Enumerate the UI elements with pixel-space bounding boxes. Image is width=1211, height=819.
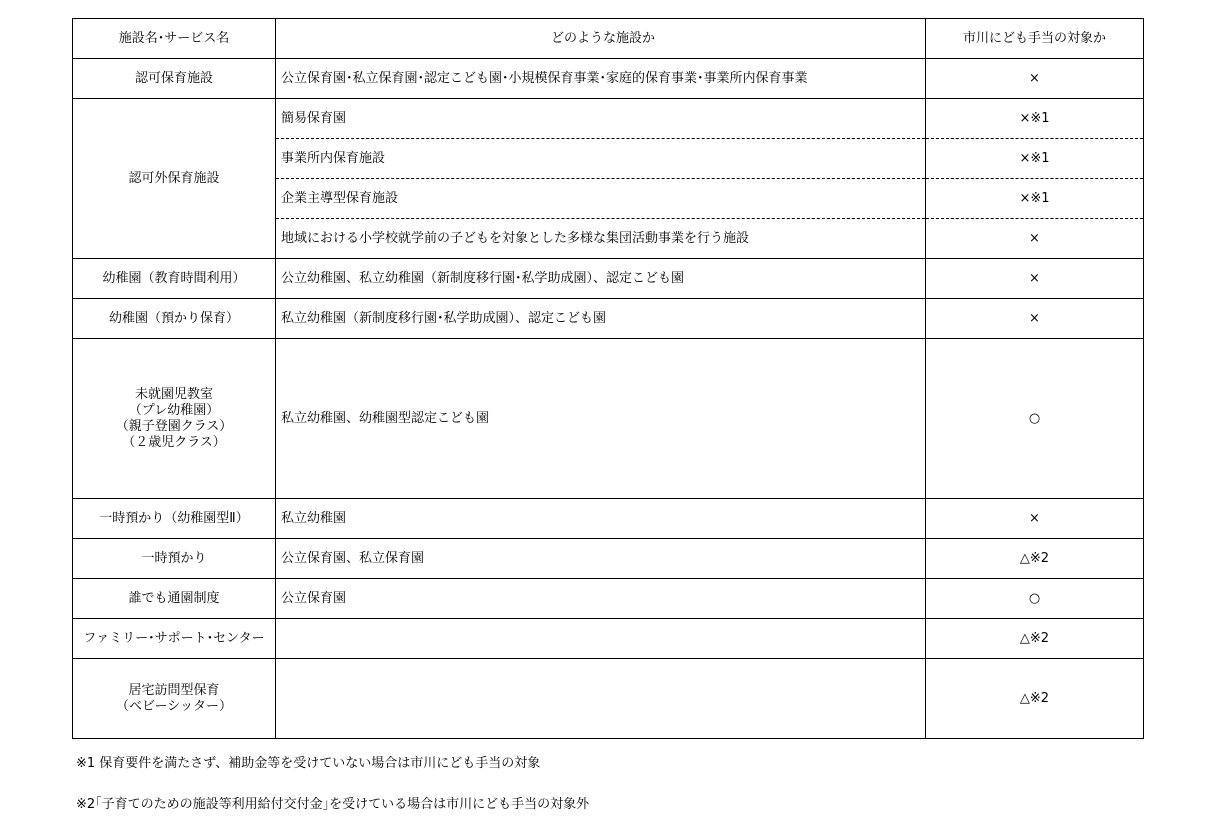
header-facility-name: 施設名･サービス名 [73, 19, 276, 59]
facility-description: 地域における小学校就学前の子どもを対象とした多様な集団活動事業を行う施設 [276, 219, 926, 259]
facility-table [72, 18, 1144, 739]
eligibility-mark: × [926, 259, 1144, 299]
eligibility-mark: ○ [926, 579, 1144, 619]
eligibility-mark: △※2 [926, 539, 1144, 579]
eligibility-mark: ×※1 [926, 99, 1144, 139]
table-header-row [73, 19, 1144, 59]
facility-name-line: 居宅訪問型保育 [128, 682, 220, 698]
facility-description: 公立保育園 [276, 579, 926, 619]
eligibility-mark: ×※1 [926, 139, 1144, 179]
facility-description [276, 619, 926, 659]
facility-name-line: 未就園児教室 [134, 386, 213, 402]
facility-name: 認可外保育施設 [73, 99, 276, 259]
facility-description: 公立保育園･私立保育園･認定こども園･小規模保育事業･家庭的保育事業･事業所内保育事業 [276, 59, 926, 99]
facility-description: 公立幼稚園、私立幼稚園（新制度移行園･私学助成園）、認定こども園 [276, 259, 926, 299]
table-row [73, 299, 1144, 339]
facility-description: 企業主導型保育施設 [276, 179, 926, 219]
table-row [73, 499, 1144, 539]
facility-name-line: （２歳児クラス） [122, 434, 226, 450]
facility-name [73, 659, 276, 739]
footnote-1: ※1 保育要件を満たさず、補助金等を受けていない場合は市川にども手当の対象 [76, 756, 541, 771]
facility-description [276, 659, 926, 739]
eligibility-mark: △※2 [926, 659, 1144, 739]
facility-name: 幼稚園（預かり保育） [73, 299, 276, 339]
eligibility-mark: ○ [926, 339, 1144, 499]
facility-description: 私立幼稚園、幼稚園型認定こども園 [276, 339, 926, 499]
facility-description: 私立幼稚園 [276, 499, 926, 539]
footnote-2: ※2｢子育てのための施設等利用給付交付金｣を受けている場合は市川にども手当の対象外 [76, 797, 590, 812]
table-row [73, 539, 1144, 579]
facility-name: 幼稚園（教育時間利用） [73, 259, 276, 299]
facility-name: 認可保育施設 [73, 59, 276, 99]
table-row [73, 259, 1144, 299]
eligibility-mark: × [926, 219, 1144, 259]
facility-name: 一時預かり（幼稚園型Ⅱ） [73, 499, 276, 539]
facility-description: 簡易保育園 [276, 99, 926, 139]
table-row [73, 579, 1144, 619]
table-row [73, 619, 1144, 659]
header-allowance-eligibility: 市川にども手当の対象か [926, 19, 1144, 59]
table-row [73, 659, 1144, 739]
facility-name: 一時預かり [73, 539, 276, 579]
facility-name: 誰でも通園制度 [73, 579, 276, 619]
facility-name [73, 339, 276, 499]
header-facility-description: どのような施設か [276, 19, 926, 59]
eligibility-mark: × [926, 499, 1144, 539]
table-row [73, 339, 1144, 499]
facility-description: 事業所内保育施設 [276, 139, 926, 179]
facility-name: ファミリー･サポート･センター [73, 619, 276, 659]
eligibility-mark: △※2 [926, 619, 1144, 659]
facility-name-line: （ベビーシッター） [116, 698, 232, 714]
eligibility-mark: × [926, 299, 1144, 339]
facility-name-line: （プレ幼稚園） [128, 402, 220, 418]
table-row [73, 59, 1144, 99]
facility-description: 公立保育園、私立保育園 [276, 539, 926, 579]
table-row [73, 99, 1144, 139]
eligibility-mark: × [926, 59, 1144, 99]
eligibility-mark: ×※1 [926, 179, 1144, 219]
facility-name-line: （親子登園クラス） [115, 418, 233, 434]
facility-description: 私立幼稚園（新制度移行園･私学助成園）、認定こども園 [276, 299, 926, 339]
